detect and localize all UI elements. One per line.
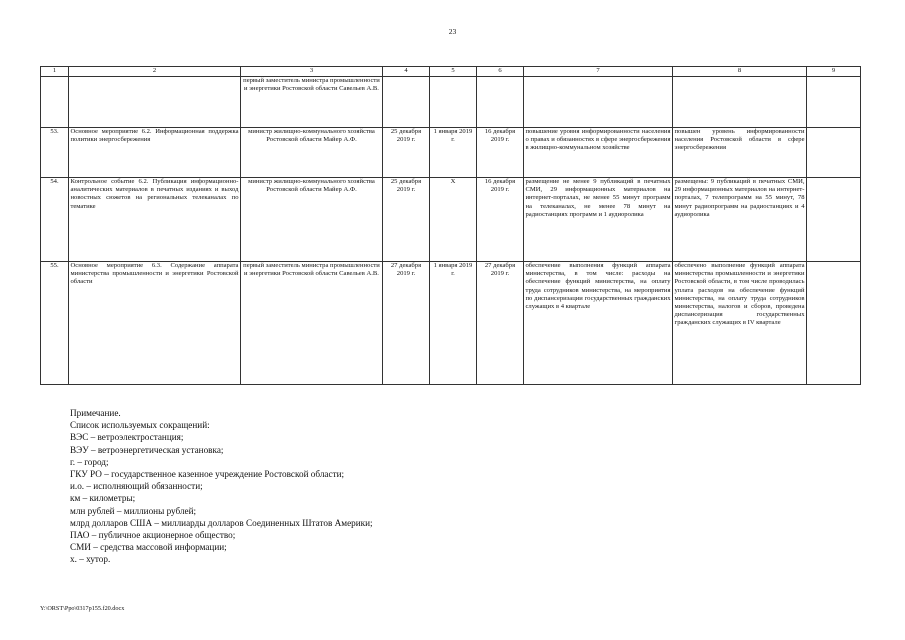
table-row-continuation bbox=[41, 77, 861, 128]
responsible-cell: министр жилищно-коммунального хозяйства Ростовской области Майер А.Ф. bbox=[241, 178, 383, 262]
activity-name: Основное мероприятие 6.3. Содержание аппарата министерства промышленности и энергетики Ростовской области bbox=[69, 262, 241, 385]
abbreviation-item: ВЭУ – ветроэнергетическая установка; bbox=[70, 444, 224, 455]
abbreviations-note bbox=[70, 407, 373, 566]
activity-name: Основное мероприятие 6.2. Информационная поддержка политики энергосбережения bbox=[69, 128, 241, 178]
responsible-cell: первый заместитель министра промышленности и энергетики Ростовской области Савельев А.В. bbox=[241, 262, 383, 385]
end-date: 1 января 2019 г. bbox=[430, 128, 477, 178]
end-date: 1 января 2019 г. bbox=[430, 262, 477, 385]
deadline-date: 16 декабря 2019 г. bbox=[477, 178, 524, 262]
responsible-cell: министр жилищно-коммунального хозяйства Ростовской области Майер А.Ф. bbox=[241, 128, 383, 178]
actual-result: размещены: 9 публикаций в печатных СМИ, 29 информационных материалов на интернет-порталах, 7 телепрограмм на 55 минут, 78 минут радиопрограмм на радиостанциях и 4 аудиоролика bbox=[673, 178, 807, 262]
column-header: 8 bbox=[673, 67, 807, 77]
abbreviation-item: г. – город; bbox=[70, 456, 109, 467]
abbreviation-item: км – километры; bbox=[70, 493, 136, 504]
abbreviation-item: ВЭС – ветроэлектростанция; bbox=[70, 432, 184, 443]
file-path-footer: Y:\ORST\Ppo\0317p155.f20.docx bbox=[40, 605, 125, 612]
note-cell bbox=[807, 128, 861, 178]
abbreviation-item: ГКУ РО – государственное казенное учреждение Ростовской области; bbox=[70, 469, 345, 480]
deadline-date: 16 декабря 2019 г. bbox=[477, 128, 524, 178]
activity-name: Контрольное событие 6.2. Публикация информационно-аналитических материалов в печатных изданиях и выход новостных сюжетов на региональных телеканалах по тематике bbox=[69, 178, 241, 262]
abbreviation-item: х. – хутор. bbox=[70, 554, 111, 565]
note-cell bbox=[807, 178, 861, 262]
actual-result: повышен уровень информированности населения Ростовской области в сфере энергосбережения bbox=[673, 128, 807, 178]
column-header: 4 bbox=[383, 67, 430, 77]
table-row bbox=[41, 262, 861, 385]
column-header: 5 bbox=[430, 67, 477, 77]
deadline-date: 27 декабря 2019 г. bbox=[477, 262, 524, 385]
expected-result: повышение уровня информированности населения о правах и обязанностях в сфере энергосбережения в жилищно-коммунальном хозяйстве bbox=[524, 128, 673, 178]
abbreviation-item: ПАО – публичное акционерное общество; bbox=[70, 530, 236, 541]
actual-result: обеспечено выполнение функций аппарата министерства промышленности и энергетики Ростовской области, в том числе проводилась уплата расходов на обеспечение функций министерства, на оплату труда сотрудников министерства, налогов и сборов, проведена диспансеризация государственных гражданских служащих в IV квартале bbox=[673, 262, 807, 385]
column-header: 3 bbox=[241, 67, 383, 77]
note-subtitle: Список используемых сокращений: bbox=[70, 420, 210, 431]
column-header: 2 bbox=[69, 67, 241, 77]
page-number: 23 bbox=[448, 27, 457, 36]
column-header: 9 bbox=[807, 67, 861, 77]
start-date: 27 декабря 2019 г. bbox=[383, 262, 430, 385]
note-cell bbox=[807, 262, 861, 385]
responsible-cell: первый заместитель министра промышленности и энергетики Ростовской области Савельев А.В. bbox=[241, 77, 383, 128]
column-header: 7 bbox=[524, 67, 673, 77]
abbreviation-item: млрд долларов США – миллиарды долларов Соединенных Штатов Америки; bbox=[70, 517, 373, 528]
start-date: 25 декабря 2019 г. bbox=[383, 128, 430, 178]
start-date: 25 декабря 2019 г. bbox=[383, 178, 430, 262]
row-number: 53. bbox=[41, 128, 69, 178]
abbreviation-item: СМИ – средства массовой информации; bbox=[70, 542, 227, 553]
abbreviation-item: и.о. – исполняющий обязанности; bbox=[70, 481, 203, 492]
table-row bbox=[41, 178, 861, 262]
column-header: 1 bbox=[41, 67, 69, 77]
report-table bbox=[40, 66, 861, 385]
note-title: Примечание. bbox=[70, 408, 121, 418]
expected-result: обеспечение выполнения функций аппарата министерства, в том числе: расходы на обеспечение функций министерства, на оплату труда сотрудников министерства, на мероприятия по диспансеризации государственных гражданских служащих в 4 квартале bbox=[524, 262, 673, 385]
table-row bbox=[41, 128, 861, 178]
expected-result: размещение не менее 9 публикаций в печатных СМИ, 29 информационных материалов на интернет-порталах, не менее 55 минут программ на телеканалах, не менее 78 минут на радиостанциях программ и 1 аудиоролика bbox=[524, 178, 673, 262]
abbreviation-item: млн рублей – миллионы рублей; bbox=[70, 505, 197, 516]
end-date: Х bbox=[430, 178, 477, 262]
column-header: 6 bbox=[477, 67, 524, 77]
table-header-row bbox=[41, 67, 861, 77]
row-number: 54. bbox=[41, 178, 69, 262]
row-number: 55. bbox=[41, 262, 69, 385]
